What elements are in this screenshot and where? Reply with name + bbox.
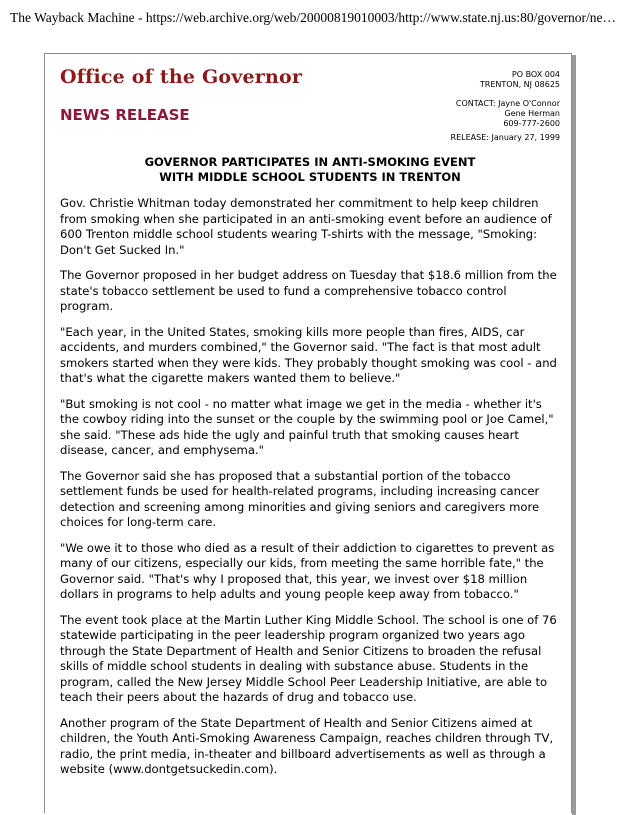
letterhead-left (60, 66, 302, 88)
page-frame-shadow (572, 55, 576, 815)
article-body (60, 196, 560, 788)
office-title: Office of the Governor (60, 66, 303, 88)
wayback-header (0, 0, 618, 40)
paragraph: "We owe it to those who died as a result of their addiction to cigarettes to prevent as many of our citizens, especially our kids, from meeting the same horrible fate," the Governor said. "That's why I proposed that, this year, we invest over $18 million dollars in programs to help adults and young people keep away from tobacco." (60, 540, 555, 601)
headline-line-1: GOVERNOR PARTICIPATES IN ANTI-SMOKING EVENT (144, 155, 476, 169)
spacer (380, 90, 560, 99)
headline-line-2: WITH MIDDLE SCHOOL STUDENTS IN TRENTON (159, 170, 461, 184)
news-release-label: NEWS RELEASE (60, 106, 190, 124)
address-line-1: PO BOX 004 (511, 70, 560, 79)
contact-line-1: CONTACT: Jayne O'Connor (455, 99, 560, 108)
paragraph: The Governor proposed in her budget address on Tuesday that $18.6 million from the state's tobacco settlement be used to fund a comprehensive tobacco control program. (60, 268, 557, 313)
paragraph: "But smoking is not cool - no matter what image we get in the media - whether it's the cowboy riding into the sunset or the couple by the swimming pool or Joe Camel," she said. "These ads hide the ugly and painful truth that smoking causes heart disease, cancer, and emphysema." (60, 396, 554, 457)
address-line-2: TRENTON, NJ 08625 (479, 80, 560, 89)
release-date: RELEASE: January 27, 1999 (450, 133, 560, 142)
contact-line-3: 609-777-2600 (503, 119, 560, 128)
paragraph: The Governor said she has proposed that a substantial portion of the tobacco settlement funds be used for health-related programs, including increasing cancer detection and screening among minorities and giving seniors and caregivers more choices for long-term care. (60, 468, 540, 529)
headline (60, 155, 560, 185)
contact-line-2: Gene Herman (504, 109, 560, 118)
paragraph: Another program of the State Department of Health and Senior Citizens aimed at children, the Youth Anti-Smoking Awareness Campaign, reaches children through TV, radio, the print media, in-theater and billboard advertisements as well as through a website (www.dontgetsuckedin.com). (60, 715, 554, 776)
paragraph: "Each year, in the United States, smoking kills more people than fires, AIDS, car accidents, and murders combined," the Governor said. "The fact is that most adult smokers started when they were kids. They probably thought smoking was cool - and that's what the cigarette makers wanted them to believe." (60, 324, 557, 385)
paragraph: Gov. Christie Whitman today demonstrated her commitment to help keep children from smoking when she participated in an anti-smoking event before an audience of 600 Trenton middle school students wearing T-shirts with the message, "Smoking: Don't Get Sucked In." (60, 196, 552, 257)
letterhead-contact-block (380, 70, 560, 129)
paragraph: The event took place at the Martin Luther King Middle School. The school is one of 76 statewide participating in the peer leadership program organized two years ago through the State Department of Health and Senior Citizens to broaden the refusal skills of middle school students in dealing with substance abuse. Students in the program, called the New Jersey Middle School Peer Leadership Initiative, are able to teach their peers about the hazards of drug and tobacco use. (60, 612, 557, 704)
wayback-header-title: The Wayback Machine - https://web.archive.org/web/20000819010003/http://www.state.nj.us:80/governor/ne… (10, 10, 617, 25)
